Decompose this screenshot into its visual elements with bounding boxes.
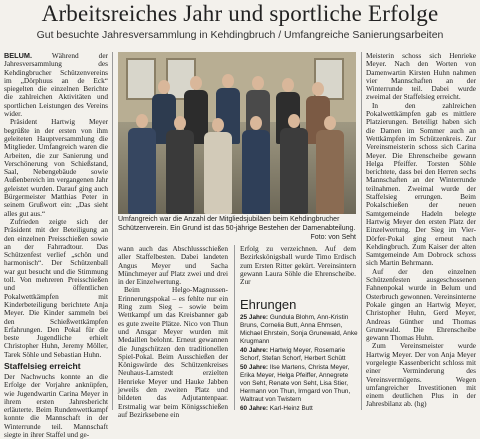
ehrung-years: 25 Jahre: <box>240 314 269 321</box>
ehrung-row <box>240 405 358 413</box>
paragraph: Präsident Hartwig Meyer begrüßte in der ersten von ihm geleiteten Hauptversammlung die Mitglieder. Umfangreich waren die Arbeiten, die zur Sanierung und Verschönerung von Schießstand, Saal, Nebengebäude sowie Außenbereich im vergangenen Jahr geleistet wurden. Darauf ging auch Bürgermeister Matthias Peter in seinem Grußwort ein: „Das sieht alles gut aus.“ <box>4 117 108 218</box>
photo-credit: Foto: von Seht <box>310 233 356 241</box>
ehrung-years: 40 Jahre: <box>240 347 269 354</box>
paragraph: Zufrieden zeigte sich der Präsident mit der Beteiligung an den einzelnen Preisschießen sowie an der Fahrradtour. Das Schützenfest verlief „schön und harmonisch“. Der Schützenball war gut besucht und die Stimmung toll. Von mehreren Preisschießen und öffentlichen Pokalwettkämpfen mit Kinderbeteiligung berichtete Anja Meyer. Die Kinder sammeln bei den Schießwettkämpfen Erfahrungen. Den Pokal für die beste Jugendliche erhielt Christopher Huhn, Jeremy Möller, Tarek Söhle und Sebastian Huhn. <box>4 216 108 359</box>
paragraph: Meisterin schoss sich Henrieke Meyer. Nach den Worten von Damenwartin Kirsten Huhn nahmen vier Mannschaften an der Winterrunde teil. Dabei wurde zweimal der Staffelsieg erreicht. <box>366 51 476 102</box>
photo-caption <box>118 216 356 241</box>
caption-text: Umfangreich war die Anzahl der Mitgliedsjubiläen beim Kehdingbrucher Schützenverein. Ein Grund ist das 50-jährige Bestehen der Damenabteilung. <box>118 216 356 232</box>
subheadline: Gut besuchte Jahresversammlung in Kehdingbruch / Umfangreiche Sanierungsarbeiten <box>36 29 444 41</box>
paragraph: wann auch das Abschlussschießen aller Staffelbesten. Dabei landeten Angus Meyer und Sacha Münchmeyer auf Platz zwei und drei in der Einzelwertung. <box>118 244 228 287</box>
dateline: BELUM. <box>4 51 32 60</box>
article-column-3 <box>240 245 356 295</box>
section-subheading: Staffelsieg erreicht <box>4 360 81 371</box>
paragraph: Erfolg zu verzeichnen. Auf dem Bezirkskönigsball wurde Timo Erdisch zum Ersten Ritter gekürt. Vereinsintern gewann Laura Söhle die Ehrenscheibe. Zur <box>240 244 356 287</box>
paragraph: Der Nachwuchs konnte an die Erfolge der Vorjahre anknüpfen, wie Jugendwartin Carina Meyer in ihrem ersten Jahresbericht erläuterte. Beim Rundenwettkampf konnte die Mannschaft in der Winterrunde teil. Mannschaft siegte in ihrer Staffel und ge- <box>4 371 108 439</box>
ehrung-names: Gundula Blohm, Ann-Kristin Bruns, Cornelia Butt, Anna Ehmsen, Michael Ehrstein, Sonja Grunewald, Anke Krugmann <box>240 314 358 345</box>
ehrung-row <box>240 347 358 363</box>
ehrung-years: 60 Jahre: <box>240 405 269 412</box>
column-divider <box>234 245 235 410</box>
ehrung-names: Ilse Martens, Christa Meyer, Erika Meyer, Helga Pfeiffer, Annegrete von Seht, Renate von Seht, Lisa Stier, Hermann von Thun, Irmgard von Thun, Waltraut von Twistern <box>240 364 351 403</box>
group-photo <box>118 52 356 214</box>
ehrung-row <box>240 364 358 404</box>
paragraph: Zum Vereinsmeister wurde Hartwig Meyer. Der von Anja Meyer vorgelegte Kassenbericht schloss mit einer Verminderung des Vereinsvermögens. Wegen umfangreicher Investitionen mit einem deutlichen Plus in der Jahresbilanz ab. (hg) <box>366 341 476 409</box>
column-divider <box>112 52 113 410</box>
ehrungen-title: Ehrungen <box>240 297 297 312</box>
article-column-4 <box>366 52 476 410</box>
paragraph: Auf der den einzelnen Schützenfesten ausgeschossenen Fahnenpokal wurde in Belum und Osterbruch gewonnen. Vereinsinterne Pokale gingen an Hartwig Meyer, Christopher Huhn, Gerd Meyer, Andreas Günther und Thomas Grunewald. Die Ehrenscheibe gewann Thomas Huhn. <box>366 266 476 343</box>
ehrung-names: Karl-Heinz Butt <box>269 405 313 412</box>
article-column-1 <box>4 51 108 439</box>
paragraph: Beim Helgo-Magnussen-Erinnerungspokal – es fehlte nur ein Ring zum Sieg – sowie beim Wettkampf um das Kreisbanner gab es gute zweite Plätze. Nico von Thun und Ansgar Meyer wurden mit Medaillen belohnt. Erneut gewannen die Jungschützen den traditionellen Spiel-Pokal. Beim Ausschießen der Königswürde des Schützenkreises Neuhaus-Lamstedt erzielten Henrieke Meyer und Hauke Jabben jeweils den zweiten Platz und bildeten das Adjutantenpaar. Erstmalig war beim Königsschießen auf Bezirksebene ein <box>118 285 228 419</box>
paragraph: In den zahlreichen Pokalwettkämpfen gab es mittlere Platzierungen. Beteiligt haben sich die Damen im Sommer auch an Wettkämpfen im Schützenkreis. Zur Vereinsmeisterin schoss sich Carina Meyer. Die Ehrenscheibe gewann Helga Pfeiffer. Torsten Söhle berichtete, dass bei den Herren sechs Mannschaften an der Winterrunde teilnahmen. Zweimal wurde der Staffelsieg errungen. Beim Pokalschießen der neuen Samtgemeinde Hadeln belegte Hartwig Meyer den ersten Platz der Einzelwertung. Der Sieg im Vier-Dörfer-Pokal ging erneut nach Kehdingbruch. Zum Kaiser der alten Samtgemeinde Am Dobrock schoss sich Martin Behrmann. <box>366 100 476 268</box>
ehrung-years: 50 Jahre: <box>240 364 269 371</box>
column-divider <box>361 52 362 410</box>
headline: Arbeitsreiches Jahr und sportliche Erfolge <box>41 1 439 26</box>
ehrung-names: Hartwig Meyer, Rosemarie Schorf, Stefan Schorf, Herbert Schütt <box>240 347 346 362</box>
article-column-2 <box>118 244 228 419</box>
ehrungen-list <box>240 314 358 414</box>
ehrung-row <box>240 314 358 346</box>
paragraph: Während der Jahresversammlung des Kehdingbrucher Schützenvereins im „Dörphuus an de Eck“ spiegelten die einzelnen Berichte die zahlreichen Aktivitäten und sportlichen Leistungen des Vereins wider. <box>4 51 108 119</box>
